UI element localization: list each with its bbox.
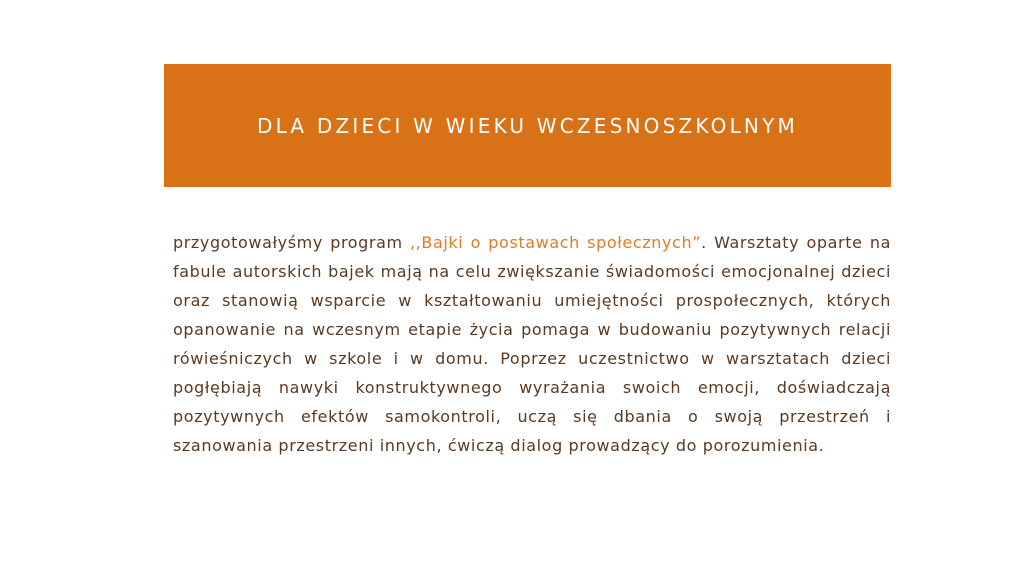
description-text-rest: . Warsztaty oparte na fabule autorskich bajek mają na celu zwiększanie świadomości emocjonalnej dzieci oraz stanowią wsparcie w kształtowaniu umiejętności prospołecznych, których opanowanie na wczesnym etapie życia pomaga w budowaniu pozytywnych relacji rówieśniczych w szkole i w domu. Poprzez uczestnictwo w warsztatach dzieci pogłębiają nawyki konstruktywnego wyrażania swoich emocji, doświadczają pozytywnych efektów samokontroli, uczą się dbania o swoją przestrzeń i szanowania przestrzeni innych, ćwiczą dialog prowadzący do porozumienia.	[173, 233, 891, 455]
description-text-start: przygotowałyśmy program	[173, 233, 410, 252]
title-banner	[164, 64, 891, 187]
page-title: DLA DZIECI W WIEKU WCZESNOSZKOLNYM	[257, 113, 798, 138]
description-paragraph	[173, 228, 891, 460]
program-name-highlight: ,,Bajki o postawach społecznych”	[410, 233, 702, 252]
